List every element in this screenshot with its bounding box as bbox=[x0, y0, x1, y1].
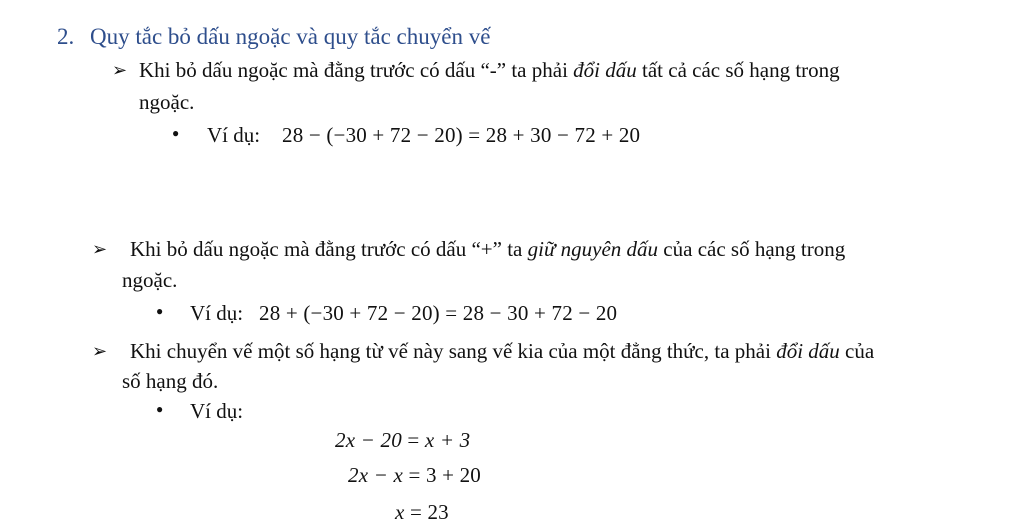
section-number: 2. bbox=[57, 24, 75, 49]
rule-1-example-label: Ví dụ: bbox=[207, 123, 261, 147]
rule-1-line-1: Khi bỏ dấu ngoặc mà đằng trước có dấu “-” ta phải đổi dấu tất cả các số hạng trong bbox=[139, 58, 840, 82]
rule-2-example-formula: 28 + (−30 + 72 − 20) = 28 − 30 + 72 − 20 bbox=[259, 301, 618, 325]
equation-3: x = 23 bbox=[395, 500, 449, 524]
arrow-bullet-icon: ➢ bbox=[92, 341, 108, 361]
rule-3-line-2: số hạng đó. bbox=[122, 369, 219, 393]
rule-2-line-2: ngoặc. bbox=[122, 268, 178, 292]
rule-1-emphasis: đổi dấu bbox=[573, 58, 637, 82]
section-title: Quy tắc bỏ dấu ngoặc và quy tắc chuyển vế bbox=[90, 24, 491, 49]
bullet-icon: ● bbox=[156, 304, 164, 318]
bullet-icon: ● bbox=[156, 402, 164, 416]
arrow-bullet-icon: ➢ bbox=[92, 239, 108, 259]
bullet-icon: ● bbox=[172, 126, 180, 140]
equation-2: 2x − x = 3 + 20 bbox=[348, 463, 482, 487]
section-heading bbox=[57, 24, 490, 50]
rule-3-example-label: Ví dụ: bbox=[190, 399, 244, 423]
rule-1-example-formula: 28 − (−30 + 72 − 20) = 28 + 30 − 72 + 20 bbox=[282, 123, 641, 147]
arrow-bullet-icon: ➢ bbox=[112, 60, 128, 80]
rule-2-line-1: Khi bỏ dấu ngoặc mà đằng trước có dấu “+” ta giữ nguyên dấu của các số hạng trong bbox=[130, 237, 846, 261]
rule-3-line-1: Khi chuyển vế một số hạng từ vế này sang vế kia của một đẳng thức, ta phải đổi dấu của bbox=[130, 339, 875, 363]
rule-2-emphasis: giữ nguyên dấu bbox=[527, 237, 659, 261]
rule-2-example-label: Ví dụ: bbox=[190, 301, 244, 325]
rule-3-emphasis: đổi dấu bbox=[776, 339, 840, 363]
rule-1-line-2: ngoặc. bbox=[139, 90, 195, 114]
equation-1: 2x − 20 = x + 3 bbox=[335, 428, 471, 452]
